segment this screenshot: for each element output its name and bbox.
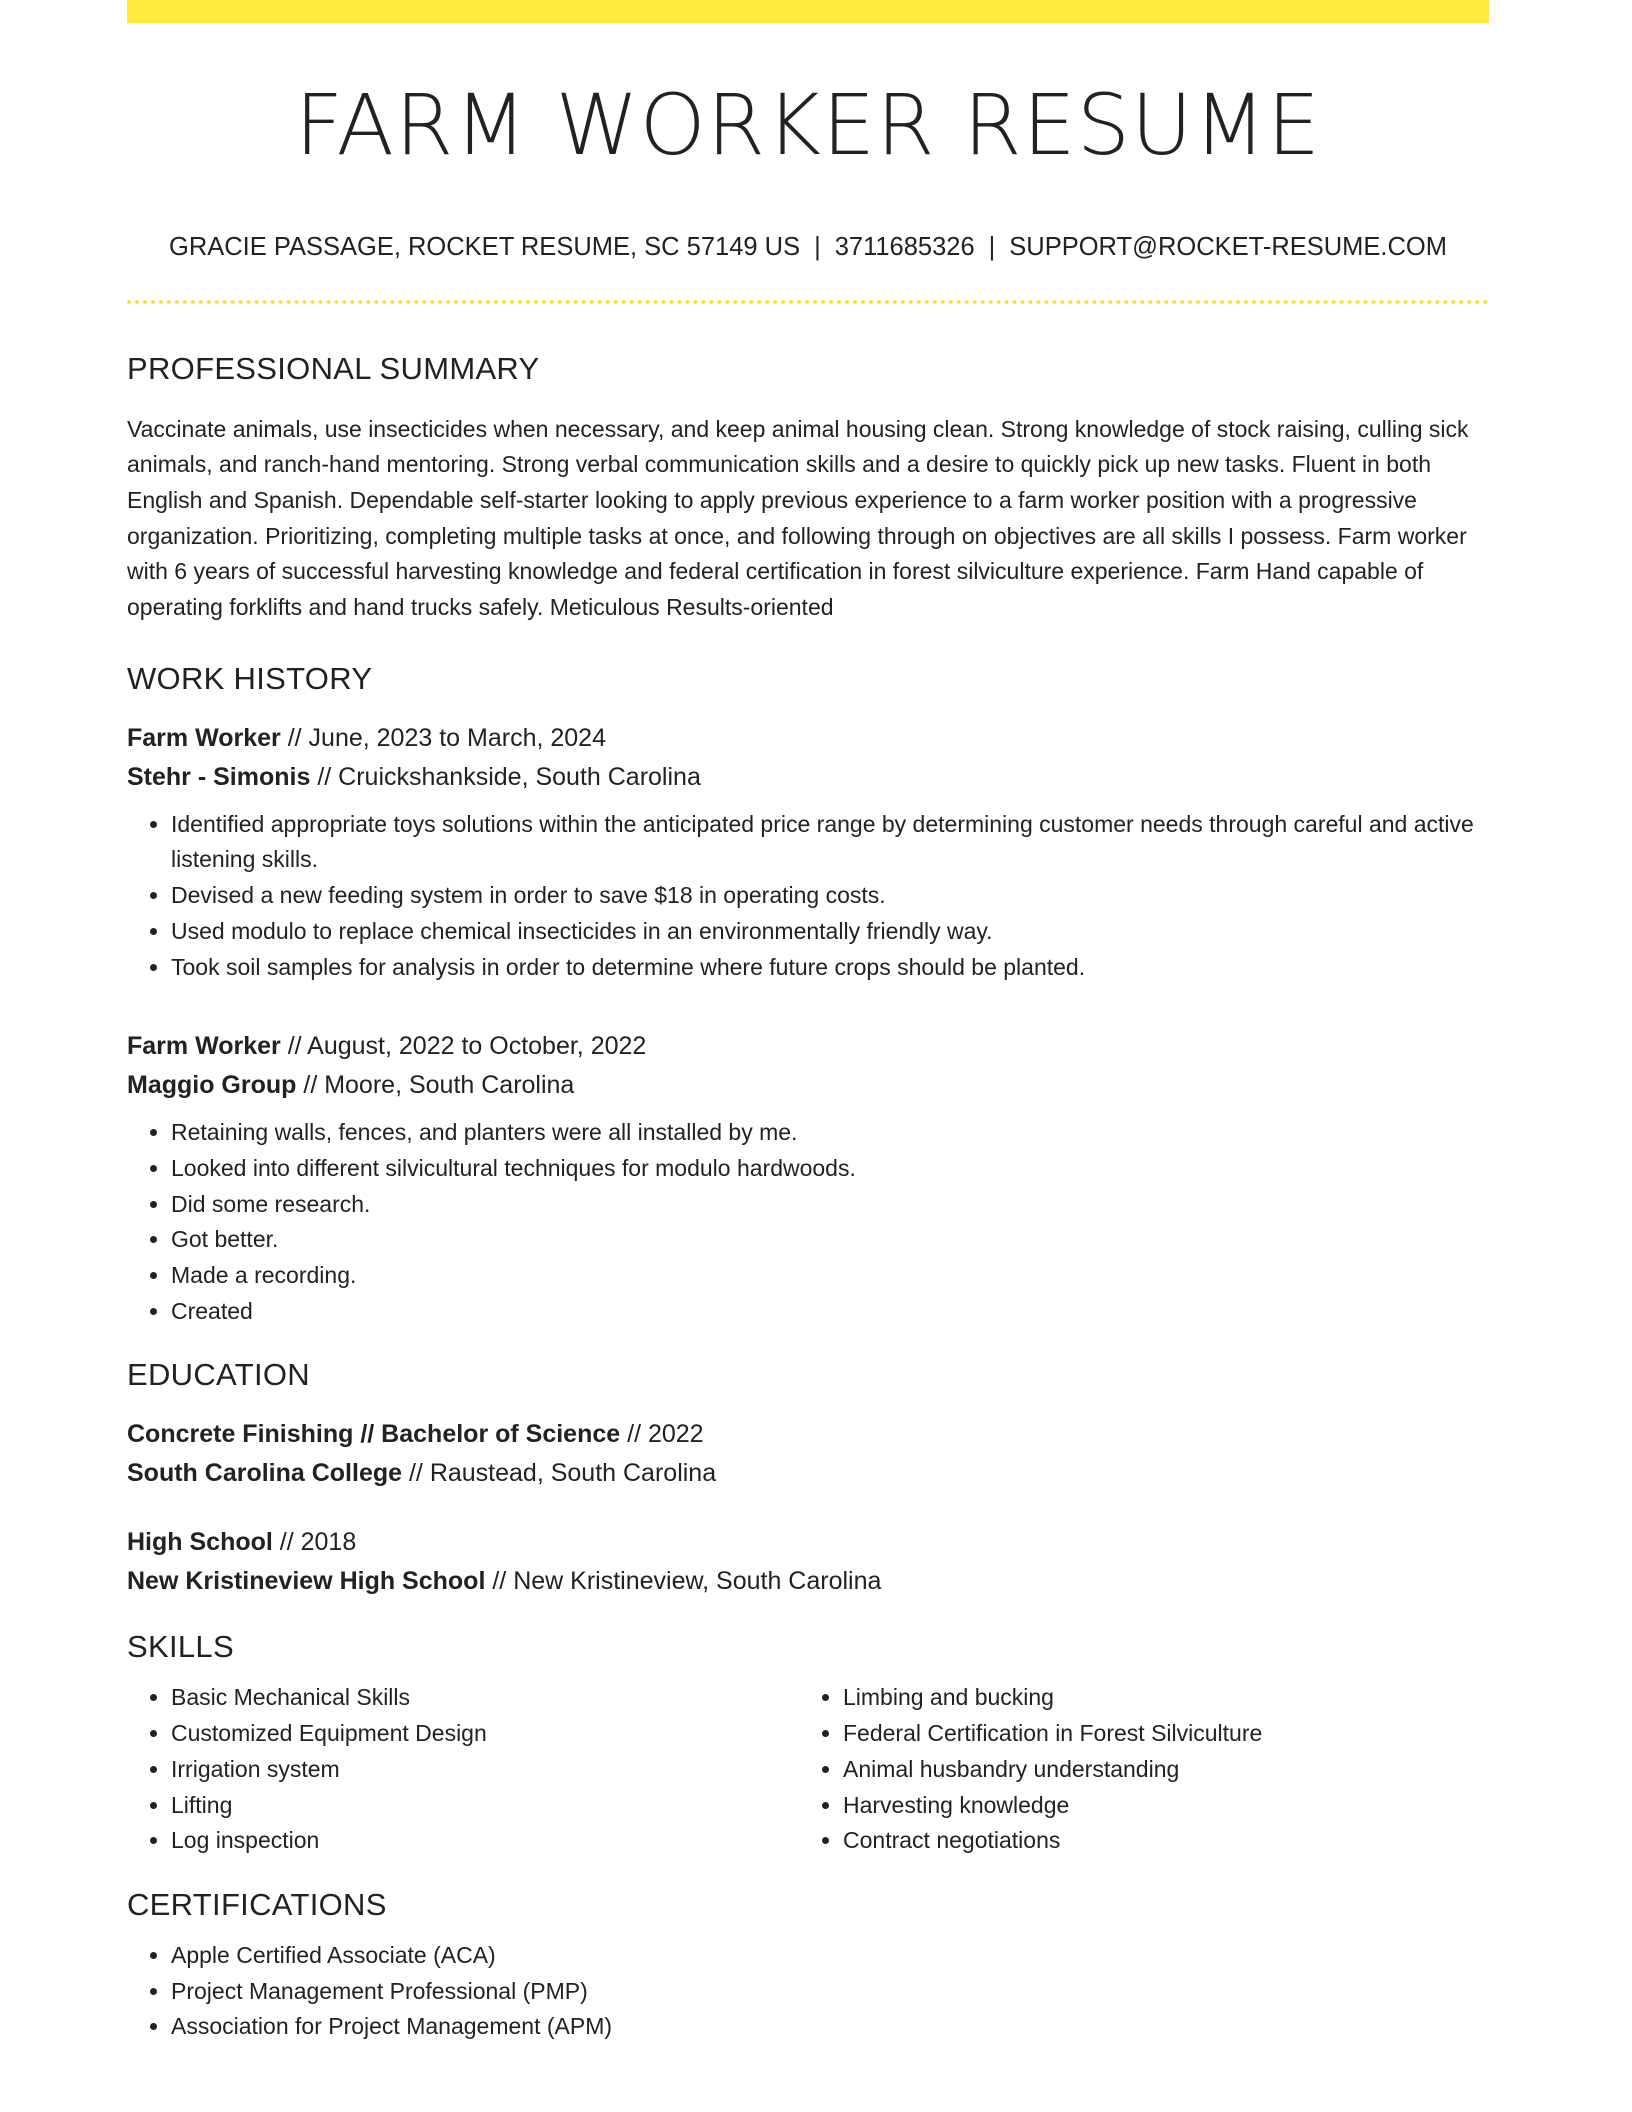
accent-bar — [127, 0, 1489, 23]
job-entry — [127, 719, 1489, 986]
education-degree: Concrete Finishing // Bachelor of Science — [127, 1420, 621, 1449]
job-company: Stehr - Simonis — [127, 762, 311, 791]
education-entry — [127, 1415, 1489, 1493]
work-history-heading: WORK HISTORY — [127, 660, 373, 696]
resume-title: FARM WORKER RESUME — [294, 76, 1322, 174]
education-degree: High School — [127, 1528, 273, 1557]
education-year: // 2022 — [620, 1420, 704, 1449]
list-item: • Looked into different silvicultural techniques for modulo hardwoods. — [171, 1151, 1489, 1187]
list-item: • Limbing and bucking — [843, 1680, 1471, 1716]
education-degree-line — [127, 1415, 1489, 1454]
job-dates: // August, 2022 to October, 2022 — [280, 1032, 647, 1061]
skills-heading: SKILLS — [127, 1629, 234, 1665]
education-location: // Raustead, South Carolina — [402, 1459, 717, 1488]
education-location: // New Kristineview, South Carolina — [485, 1567, 882, 1596]
skills-grid — [127, 1680, 1489, 1859]
education-school-line — [127, 1562, 1489, 1601]
list-item: • Did some research. — [171, 1187, 1489, 1223]
list-item: • Log inspection — [171, 1823, 799, 1859]
list-item: • Got better. — [171, 1222, 1489, 1258]
contact-separator: | — [814, 233, 821, 261]
education-entry — [127, 1523, 1489, 1601]
job-role: Farm Worker — [127, 1032, 281, 1061]
skills-column-left — [127, 1680, 799, 1859]
contact-phone: 3711685326 — [834, 233, 975, 261]
summary-heading: PROFESSIONAL SUMMARY — [127, 350, 540, 386]
job-company-line — [127, 758, 1489, 797]
list-item: • Basic Mechanical Skills — [171, 1680, 799, 1716]
skills-list — [799, 1680, 1471, 1859]
contact-address: GRACIE PASSAGE, ROCKET RESUME, SC 57149 US — [169, 233, 801, 261]
list-item: • Used modulo to replace chemical insecticides in an environmentally friendly way. — [171, 914, 1489, 950]
education-school-line — [127, 1454, 1489, 1493]
list-item: • Harvesting knowledge — [843, 1788, 1471, 1824]
header-divider — [127, 300, 1489, 304]
education-degree-line — [127, 1523, 1489, 1562]
education-year: // 2018 — [272, 1528, 357, 1557]
list-item: • Lifting — [171, 1788, 799, 1824]
list-item: • Contract negotiations — [843, 1823, 1471, 1859]
list-item: • Identified appropriate toys solutions within the anticipated price range by determining customer needs through careful and active listening skills. — [171, 807, 1489, 878]
job-location: // Moore, South Carolina — [296, 1071, 575, 1100]
list-item: • Apple Certified Associate (ACA) — [171, 1938, 1489, 1974]
contact-separator: | — [988, 233, 996, 261]
skills-column-right — [799, 1680, 1471, 1859]
list-item: • Irrigation system — [171, 1752, 799, 1788]
job-entry — [127, 1027, 1489, 1329]
list-item: • Devised a new feeding system in order to save $18 in operating costs. — [171, 878, 1489, 914]
education-school: South Carolina College — [127, 1459, 403, 1488]
job-dates: // June, 2023 to March, 2024 — [280, 723, 606, 752]
job-company-line — [127, 1066, 1489, 1105]
resume-page — [127, 0, 1489, 2045]
contact-email: SUPPORT@ROCKET-RESUME.COM — [1009, 233, 1447, 261]
list-item: • Took soil samples for analysis in order to determine where future crops should be planted. — [171, 950, 1489, 986]
list-item: • Federal Certification in Forest Silviculture — [843, 1716, 1471, 1752]
list-item: • Created — [171, 1294, 1489, 1330]
skills-list — [127, 1680, 799, 1859]
education-school: New Kristineview High School — [127, 1567, 486, 1596]
job-company: Maggio Group — [127, 1071, 297, 1100]
certifications-heading: CERTIFICATIONS — [127, 1886, 387, 1922]
list-item: • Retaining walls, fences, and planters were all installed by me. — [171, 1115, 1489, 1151]
contact-line — [127, 235, 1489, 261]
list-item: • Association for Project Management (APM) — [171, 2009, 1489, 2045]
job-bullets — [127, 807, 1489, 986]
list-item: • Customized Equipment Design — [171, 1716, 799, 1752]
list-item: • Project Management Professional (PMP) — [171, 1974, 1489, 2010]
list-item: • Animal husbandry understanding — [843, 1752, 1471, 1788]
certifications-list — [127, 1938, 1489, 2045]
list-item: • Made a recording. — [171, 1258, 1489, 1294]
job-location: // Cruickshankside, South Carolina — [310, 762, 701, 791]
job-role: Farm Worker — [127, 723, 281, 752]
job-role-line — [127, 1027, 1489, 1066]
education-heading: EDUCATION — [127, 1357, 310, 1393]
job-bullets — [127, 1115, 1489, 1329]
summary-text: Vaccinate animals, use insecticides when necessary, and keep animal housing clean. Strong knowledge of stock raising, culling sick animals, and ranch-hand mentoring. Strong verbal communication skills and a desire to quickly pick up new tasks. Fluent in both English and Spanish. Dependable self-starter looking to apply previous experience to a farm worker position with a progressive organization. Prioritizing, completing multiple tasks at once, and following through on objectives are all skills I possess. Farm worker with 6 years of successful harvesting knowledge and federal certification in forest silviculture experience. Farm Hand capable of operating forklifts and hand trucks safely. Meticulous Results-oriented — [127, 415, 1469, 621]
job-role-line — [127, 719, 1489, 758]
